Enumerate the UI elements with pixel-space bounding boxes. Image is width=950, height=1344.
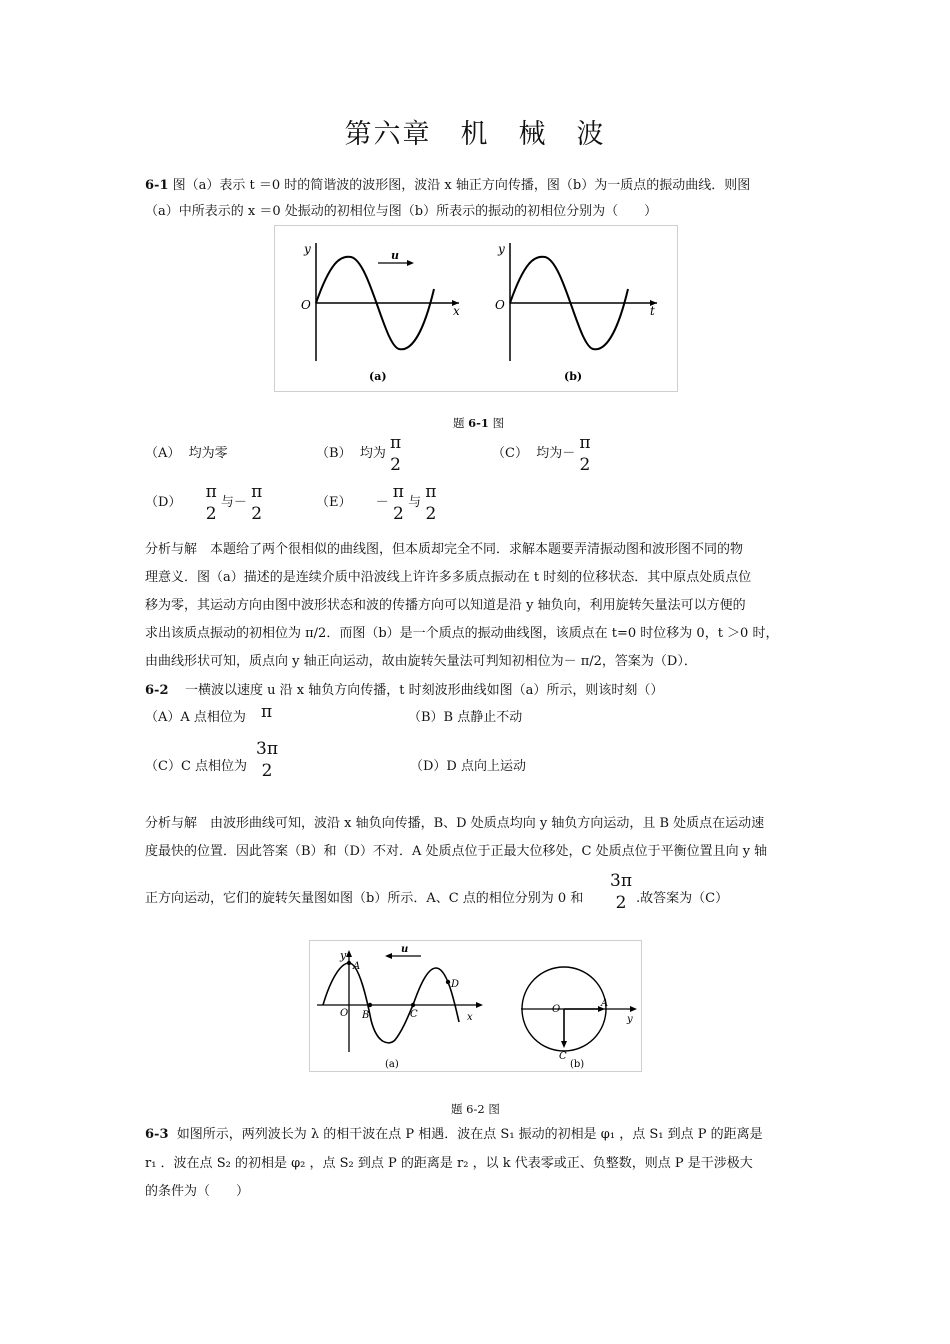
figure-6-1 [274, 225, 678, 392]
fig62-point-d [446, 980, 450, 984]
fig62-label-b: B [362, 1010, 370, 1021]
q2-analysis-2: 度最快的位置．因此答案（B）和（D）不对．A 处质点位于正最大位移处，C 处质点位于平衡位置且向 y 轴 [145, 844, 768, 859]
q2-option-c: （C）C 点相位为 [145, 759, 248, 774]
q2-option-a-value: π [261, 702, 273, 722]
fig-b-caption: (b) [564, 370, 583, 383]
fig62-y-label: y [340, 949, 347, 962]
q2-analysis-1: 分析与解 由波形曲线可知，波沿 x 轴负向传播，B、D 处质点均向 y 轴负方向运动，且 B 处质点在运动速 [145, 816, 765, 831]
figure-6-1-caption: 题 6-1 图 [453, 416, 505, 430]
frac-pi-over-2: π 2 [205, 482, 217, 524]
fig62-point-c [411, 1003, 415, 1007]
frac-pi-over-2: π 2 [392, 482, 404, 524]
frac-pi-over-2: π 2 [251, 482, 263, 524]
q2-number: 6-2 [145, 683, 169, 698]
q1-option-c: （C） 均为－ π 2 [492, 433, 591, 475]
q2-analysis-answer: .故答案为（C） [636, 891, 729, 906]
figure-6-2 [309, 940, 642, 1072]
chapter-title: 第六章 机 械 波 [344, 119, 606, 150]
q2-analysis-3: 正方向运动，它们的旋转矢量图如图（b）所示．A、C 点的相位分别为 0 和 [145, 891, 584, 906]
q1-number: 6-1 [145, 178, 169, 193]
fig-b-origin: O [495, 298, 505, 312]
fig-a-u-label: u [391, 249, 399, 262]
fig62-b-origin: O [552, 1004, 561, 1015]
fig62-label-c: C [410, 1009, 418, 1020]
fig62-caption-a: (a) [385, 1059, 399, 1070]
q2-line-1: 6-2 一横波以速度 u 沿 x 轴负方向传播，t 时刻波形曲线如图（a）所示，则该时刻（） [145, 683, 664, 698]
frac-pi-over-2: π 2 [579, 433, 591, 475]
q1-analysis-5: 由曲线形状可知，质点向 y 轴正向运动，故由旋转矢量法可判知初相位为－ π/2，答案为（D）． [145, 654, 697, 669]
q3-number: 6-3 [145, 1127, 169, 1142]
q1-option-d: （D） π 2 与－ π 2 [145, 482, 263, 524]
fig62-b-y-label: y [627, 1014, 633, 1025]
q1-option-a: （A） 均为零 [145, 446, 228, 461]
fig62-label-a: A [353, 961, 361, 972]
fig62-b-label-c: C [559, 1051, 567, 1062]
q2-option-d: （D）D 点向上运动 [410, 759, 526, 774]
fig62-b-label-a: A [601, 998, 609, 1009]
q1-text-1: 图（a）表示 t ＝0 时的简谐波的波形图，波沿 x 轴正方向传播，图（b）为一质点的振动曲线．则图 [172, 178, 751, 193]
q3-line-1: 6-3 如图所示，两列波长为 λ 的相干波在点 P 相遇．波在点 S₁ 振动的初相是 φ₁ ，点 S₁ 到点 P 的距离是 [145, 1127, 763, 1142]
q1-line-1 [145, 176, 750, 196]
q3-line-2: r₁ ．波在点 S₂ 的初相是 φ₂ ，点 S₂ 到点 P 的距离是 r₂ ，以 k 代表零或正、负整数，则点 P 是干涉极大 [145, 1156, 753, 1171]
fig-b-t-label: t [650, 304, 655, 318]
q2-option-a: （A）A 点相位为 [145, 710, 246, 725]
q1-line-2: （a）中所表示的 x ＝0 处振动的初相位与图（b）所表示的振动的初相位分别为（ ） [145, 204, 658, 219]
figure-6-2-caption: 题 6-2 图 [451, 1102, 500, 1116]
q1-option-e: （E） － π 2 与 π 2 [316, 482, 437, 524]
fig62-caption-b: (b) [570, 1059, 585, 1070]
q2-option-b: （B）B 点静止不动 [408, 710, 523, 725]
q2-analysis-fraction: 3π 2 [610, 871, 632, 913]
fig62-x-label: x [467, 1012, 473, 1023]
fig-b-y-label: y [498, 242, 505, 256]
fig-a-y-label: y [304, 242, 311, 256]
frac-pi-over-2: π 2 [425, 482, 437, 524]
fig62-point-a [347, 961, 351, 965]
fig62-point-b [368, 1003, 372, 1007]
fig62-u-label: u [401, 944, 409, 955]
q3-line-3: 的条件为（ ） [145, 1184, 250, 1199]
fig62-origin: O [340, 1008, 349, 1019]
q1-analysis-3: 移为零，其运动方向由图中波形状态和波的传播方向可以知道是沿 y 轴负向，利用旋转矢量法可以方便的 [145, 598, 746, 613]
frac-pi-over-2: π 2 [389, 433, 402, 475]
q1-analysis-1: 分析与解 本题给了两个很相似的曲线图，但本质却完全不同．求解本题要弄清振动图和波形图不同的物 [145, 542, 744, 557]
fig62-label-d: D [451, 979, 460, 990]
q1-option-b: （B） 均为 π 2 [316, 433, 402, 475]
fig-a-origin: O [301, 298, 311, 312]
fig62-wave [323, 963, 459, 1043]
q2-option-c-fraction: 3π 2 [256, 739, 278, 781]
fig-a-x-label: x [453, 304, 460, 318]
q1-analysis-4: 求出该质点振动的初相位为 π/2．而图（b）是一个质点的振动曲线图，该质点在 t=0 时位移为 0，t ＞0 时， [145, 626, 779, 641]
q1-analysis-2: 理意义．图（a）描述的是连续介质中沿波线上许许多多质点振动在 t 时刻的位移状态．其中原点处质点位 [145, 570, 752, 585]
fig-a-caption: (a) [369, 370, 387, 383]
